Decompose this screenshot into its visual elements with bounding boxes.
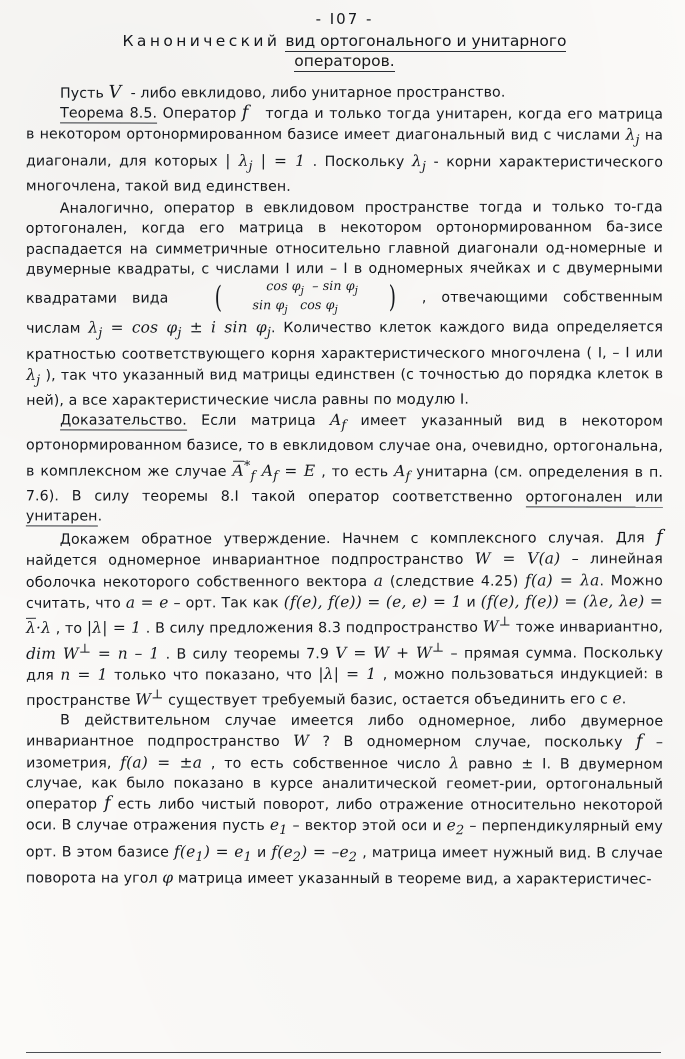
paragraph-orthogonal-case: Аналогично, оператор в евклидовом пространстве тогда и только то‑гда ортогонален, когда его матрица в некотором ортонормированном ба‑зисе распадается на симметричные относительно главной диагонали од‑номерные и двумерные квадраты, с числами I или – I в одномерных ячейках и с двумерными квадратами вида ( $\cos \varphi_j$ – $\sin \varphi_j$ $\sin \varphi_j$ $\cos \varphi_j$ ) , отвечающими собственным числам $\lambda_j = \cos \varphi_j \pm i$ $\sin \varphi_j$. Количество клеток каждого вида определяется кратностью соответствующего корня характеристического многочлена ( I, – I или $\lambda_j$ ), так что указанный вид матрицы единствен (с точностью до порядка клеток в ней), а все характеристические числа равны по модулю I. [25,198,664,409]
theorem-label: Теорема 8.5. [60,105,158,122]
paragraph-real-case: В действительном случае имеется либо одномерное, либо двумерное инвариантное подпространство W ? В одномерном случае, поскольку f – изометрия, f(a) = ±a , то есть собственное число λ равно ± I. В двумерном случае, как было показано в курсе аналитической геомет‑рии, ортогональный оператор f есть либо чистый поворот, либо отражение относительно некоторой оси. В случае отражения пусть $e_1$ – вектор этой оси и $e_2$ – перпендикулярный ему орт. В этом базисе $f(e_1) = e_1$ и $f(e_2) = -e_2$ , матрица имеет нужный вид. В случае поворота на угол φ матрица имеет указанный в теореме вид, а характеристичес- [25,712,664,888]
rotation-matrix: ( $\cos \varphi_j$ – $\sin \varphi_j$ $\sin \varphi_j$ $\cos \varphi_j$ ) [215,277,397,316]
paragraph-theorem: Теорема 8.5. Оператор f тогда и только тогда унитарен, когда его матрица в некотором ортонормированном базисе имеет диагональный вид с числами $\lambda_j$ на диагонали, для которых | $\lambda_j$ | = 1 . Поскольку $\lambda_j$ - корни характеристического многочлена, такой вид единствен. [25,103,664,196]
page-title [26,32,663,50]
proof-label: Доказательство. [60,412,187,429]
page-subtitle-text: операторов. [294,52,395,70]
page-title-rest: вид ортогонального и унитарного [285,32,567,50]
footer-rule [26,1052,661,1053]
paragraph-intro: Пусть V - либо евклидово, либо унитарное пространство. [59,82,506,103]
page-title-spaced: Канонический [122,32,281,50]
page-subtitle [26,52,663,70]
body-text [26,82,663,889]
page-number: - I07 - [315,10,374,28]
paragraph-proof-start: Доказательство. Если матрица $A_f$ имеет указанный вид в некотором ортонормированном базисе, то в евклидовом случае она, очевидно, ортогональна, в комплексном же случае $A^*_f$ $A_f = E$ , то есть $A_f$ унитарна (см. определения в п. 7.6). В силу теоремы 8.I такой оператор соответственно ортогонален или унитарен. [25,411,664,526]
paragraph-converse-complex: Докажем обратное утверждение. Начнем с комплексного случая. Для f найдется одномерное инвариантное подпространство W = V(a) – линейная оболочка некоторого собственного вектора a (следствие 4.25) f(a) = λa. Можно считать, что a = e – орт. Так как (f(e), f(e)) = (e, e) = 1 и (f(e), f(e)) = (λe, λe) = λ·λ , то |λ| = 1 . В силу предложения 8.3 подпространство W⊥ тоже инвариантно, dim W⊥ = n – 1 . В силу теоремы 7.9 V = W + W⊥ – прямая сумма. Поскольку для n = 1 только что показано, что |λ| = 1 , можно пользоваться индукцией: в пространстве W⊥ существует требуемый базис, остается объединить его с e. [25,527,664,710]
